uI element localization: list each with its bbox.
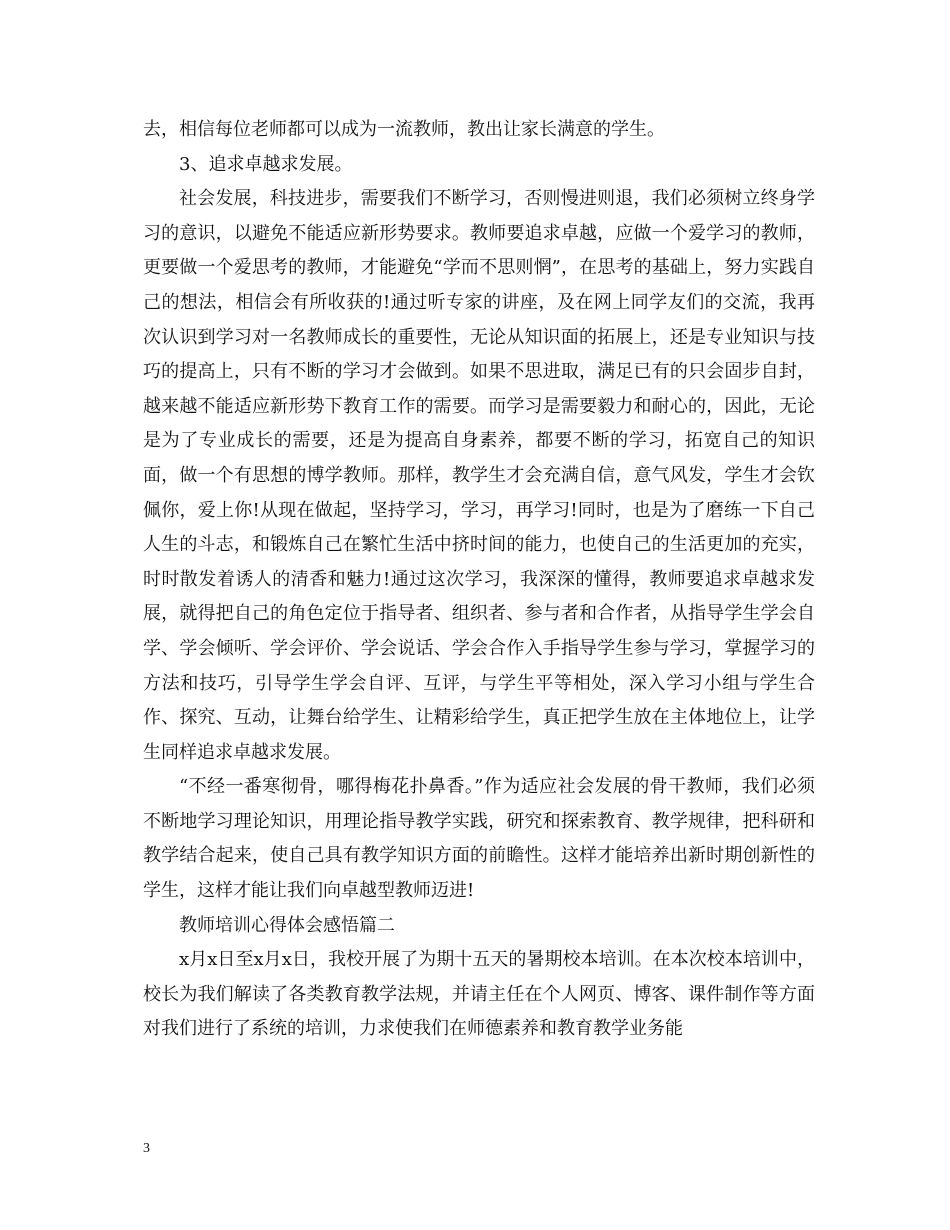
article-title: 教师培训心得体会感悟篇二 [179, 914, 395, 936]
page-number: 3 [143, 1141, 150, 1156]
section-heading: 3、追求卓越求发展。 [179, 153, 353, 175]
paragraph-pursue-excellence: 社会发展，科技进步，需要我们不断学习，否则慢进则退，我们必须树立终身学习的意识，以避免不能适应新形势要求。教师要追求卓越，应做一个爱学习的教师，更要做一个爱思考的教师，才能避免“学而不思则惘”，在思考的基础上，努力实践自己的想法，相信会有所收获的!通过听专家的讲座，及在网上同学友们的交流，我再次认识到学习对一名教师成长的重要性，无论从知识面的拓展上，还是专业知识与技巧的提高上，只有不断的学习才会做到。如果不思进取，满足已有的只会固步自封，越来越不能适应新形势下教育工作的需要。而学习是需要毅力和耐心的，因此，无论是为了专业成长的需要，还是为提高自身素养，都要不断的学习，拓宽自己的知识面，做一个有思想的博学教师。那样，教学生才会充满自信，意气风发，学生才会钦佩你，爱上你!从现在做起，坚持学习，学习，再学习!同时，也是为了磨练一下自己人生的斗志，和锻炼自己在繁忙生活中挤时间的能力，也使自己的生活更加的充实，时时散发着诱人的清香和魅力!通过这次学习，我深深的懂得，教师要追求卓越求发展，就得把自己的角色定位于指导者、组织者、参与者和合作者，从指导学生学会自学、学会倾听、学会评价、学会说话、学会合作入手指导学生参与学习，掌握学习的方法和技巧，引导学生学会自评、互评，与学生平等相处，深入学习小组与学生合作、探究、互动，让舞台给学生、让精彩给学生，真正把学生放在主体地位上，让学生同样追求卓越求发展。 [143, 188, 815, 763]
paragraph-training-intro: x月x日至x月x日，我校开展了为期十五天的暑期校本培训。在本次校本培训中，校长为我们解读了各类教育教学法规，并请主任在个人网页、博客、课件制作等方面对我们进行了系统的培训，力求使我们在师德素养和教育教学业务能 [143, 949, 815, 1040]
document-body [143, 113, 815, 1047]
paragraph-continuation: 去，相信每位老师都可以成为一流教师，教出让家长满意的学生。 [143, 119, 665, 140]
paragraph-quote: “不经一番寒彻骨，哪得梅花扑鼻香。”作为适应社会发展的骨干教师，我们必须不断地学习理论知识，用理论指导教学实践，研究和探索教育、教学规律，把科研和教学结合起来，使自己具有教学知识方面的前瞻性。这样才能培养出新时期创新性的学生，这样才能让我们向卓越型教师迈进! [143, 776, 815, 902]
